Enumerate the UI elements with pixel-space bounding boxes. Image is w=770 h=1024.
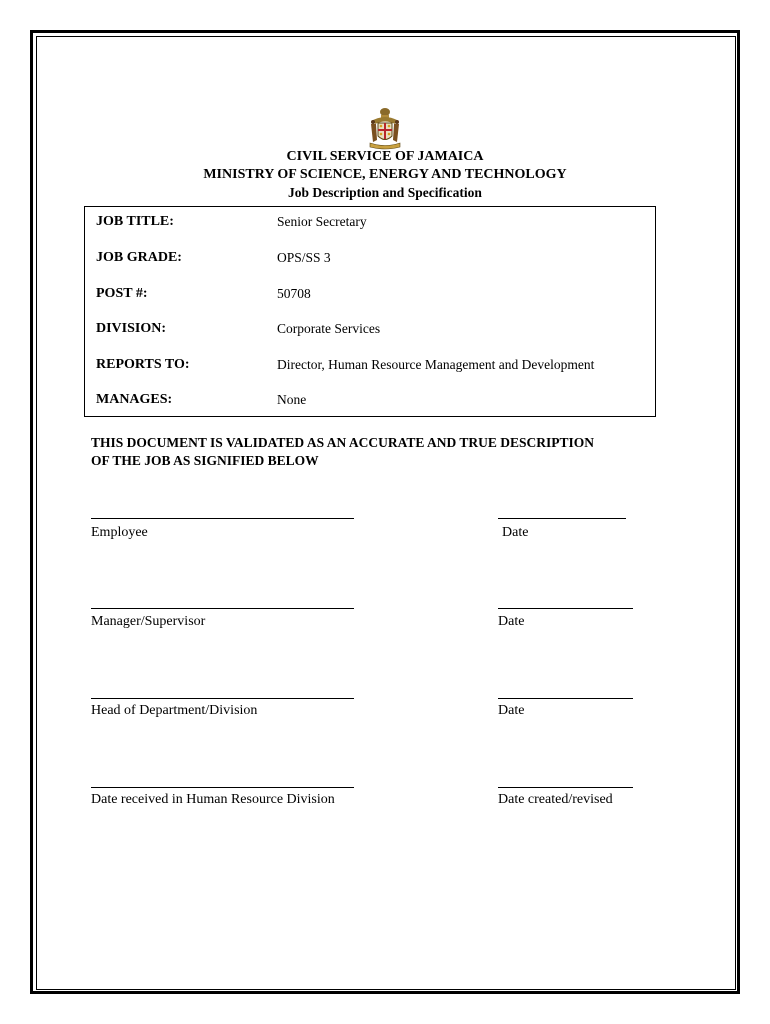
validation-statement bbox=[91, 434, 691, 470]
manager-date-label: Date bbox=[498, 614, 525, 629]
division-label: DIVISION: bbox=[96, 321, 167, 336]
date-created-revised-label: Date created/revised bbox=[498, 792, 613, 807]
jamaica-coat-of-arms-icon bbox=[367, 106, 403, 150]
employee-date-label: Date bbox=[502, 525, 529, 540]
manager-label: Manager/Supervisor bbox=[91, 614, 206, 629]
hr-received-date-label: Date received in Human Resource Division bbox=[91, 792, 335, 807]
job-title-value: Senior Secretary bbox=[277, 214, 367, 229]
job-grade-value: OPS/SS 3 bbox=[277, 250, 331, 265]
manager-date-line[interactable] bbox=[498, 608, 633, 609]
employee-signature-line[interactable] bbox=[91, 518, 354, 519]
employee-label: Employee bbox=[91, 525, 148, 540]
hr-received-date-line[interactable] bbox=[91, 787, 354, 788]
job-info-table bbox=[84, 206, 656, 417]
ministry-heading: MINISTRY OF SCIENCE, ENERGY AND TECHNOLOGY bbox=[203, 167, 567, 182]
head-of-department-signature-line[interactable] bbox=[91, 698, 354, 699]
post-number-label: POST #: bbox=[96, 286, 148, 301]
reports-to-label: REPORTS TO: bbox=[96, 357, 190, 372]
head-of-department-date-label: Date bbox=[498, 703, 525, 718]
manages-value: None bbox=[277, 392, 307, 407]
date-created-revised-line[interactable] bbox=[498, 787, 633, 788]
validation-line-2: OF THE JOB AS SIGNIFIED BELOW bbox=[91, 453, 319, 468]
reports-to-value: Director, Human Resource Management and Development bbox=[277, 357, 595, 372]
organization-heading: CIVIL SERVICE OF JAMAICA bbox=[286, 149, 484, 164]
job-title-label: JOB TITLE: bbox=[96, 214, 174, 229]
manages-label: MANAGES: bbox=[96, 392, 173, 407]
document-title: Job Description and Specification bbox=[288, 185, 482, 200]
head-of-department-date-line[interactable] bbox=[498, 698, 633, 699]
employee-date-line[interactable] bbox=[498, 518, 626, 519]
job-grade-label: JOB GRADE: bbox=[96, 250, 182, 265]
division-value: Corporate Services bbox=[277, 321, 381, 336]
manager-signature-line[interactable] bbox=[91, 608, 354, 609]
post-number-value: 50708 bbox=[277, 286, 311, 301]
validation-line-1: THIS DOCUMENT IS VALIDATED AS AN ACCURATE AND TRUE DESCRIPTION bbox=[91, 435, 594, 450]
head-of-department-label: Head of Department/Division bbox=[91, 703, 258, 718]
